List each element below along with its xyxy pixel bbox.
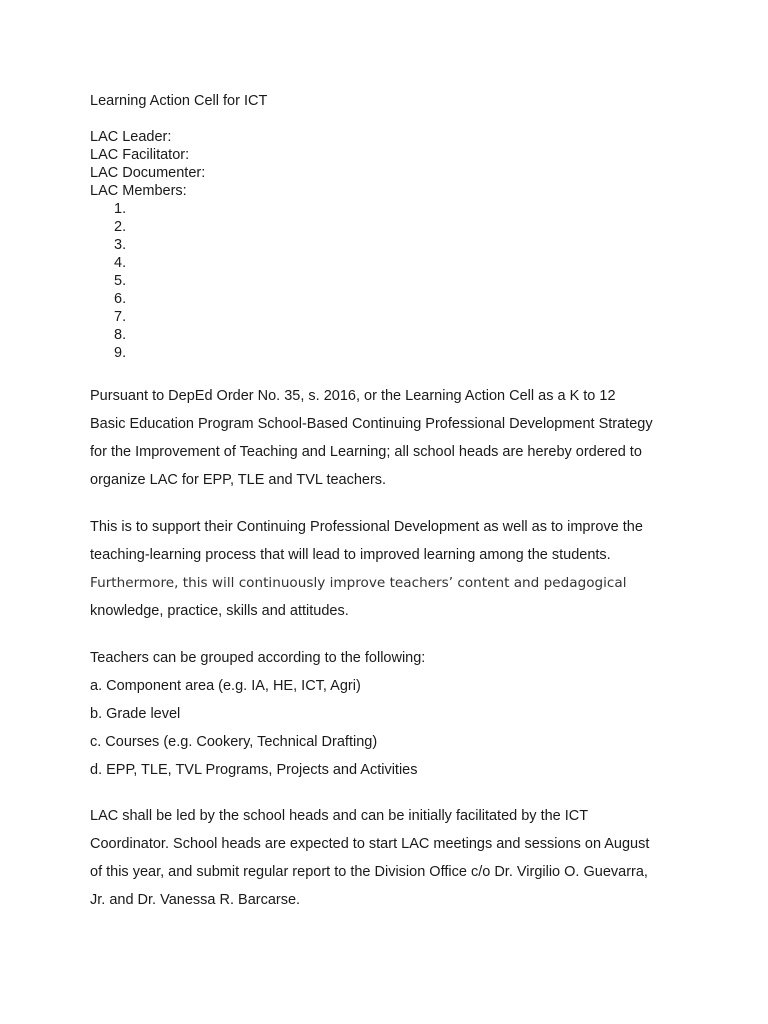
paragraph-line: for the Improvement of Teaching and Learning; all school heads are hereby ordered to	[90, 444, 642, 460]
paragraph-line: Pursuant to DepEd Order No. 35, s. 2016, or the Learning Action Cell as a K to 12	[90, 388, 616, 404]
member-item: 9.	[114, 345, 127, 361]
grouping-item: c. Courses (e.g. Cookery, Technical Drafting)	[90, 734, 378, 750]
grouping-item: a. Component area (e.g. IA, HE, ICT, Agri)	[90, 678, 361, 694]
member-item: 2.	[114, 219, 127, 235]
member-item: 6.	[114, 291, 127, 307]
paragraph-line: Jr. and Dr. Vanessa R. Barcarse.	[90, 892, 301, 908]
member-item: 1.	[114, 201, 127, 217]
paragraph-line: Coordinator. School heads are expected to start LAC meetings and sessions on August	[90, 836, 650, 852]
paragraph-line: knowledge, practice, skills and attitudes.	[90, 603, 349, 619]
grouping-item: d. EPP, TLE, TVL Programs, Projects and Activities	[90, 762, 418, 778]
paragraph-purpose	[90, 513, 690, 625]
paragraph-line: of this year, and submit regular report to the Division Office c/o Dr. Virgilio O. Guevarra,	[90, 864, 648, 880]
member-item: 3.	[114, 237, 127, 253]
paragraph-grouping	[90, 644, 690, 784]
paragraph-deped-order	[90, 382, 690, 494]
document-title: Learning Action Cell for ICT	[90, 93, 268, 109]
paragraph-line: Basic Education Program School-Based Continuing Professional Development Strategy	[90, 416, 653, 432]
member-list	[114, 200, 126, 362]
paragraph-line: organize LAC for EPP, TLE and TVL teachers.	[90, 472, 387, 488]
role-documenter: LAC Documenter:	[90, 165, 206, 181]
member-item: 8.	[114, 327, 127, 343]
paragraph-line: teaching-learning process that will lead to improved learning among the students.	[90, 547, 611, 563]
paragraph-line: Teachers can be grouped according to the following:	[90, 650, 426, 666]
grouping-item: b. Grade level	[90, 706, 181, 722]
member-item: 5.	[114, 273, 127, 289]
paragraph-leadership	[90, 802, 690, 914]
lac-roles	[90, 128, 205, 200]
role-members: LAC Members:	[90, 183, 187, 199]
member-item: 4.	[114, 255, 127, 271]
paragraph-line: This is to support their Continuing Professional Development as well as to improve the	[90, 519, 643, 535]
paragraph-line: LAC shall be led by the school heads and can be initially facilitated by the ICT	[90, 808, 589, 824]
paragraph-line: Furthermore, this will continuously improve teachers’ content and pedagogical	[90, 575, 627, 591]
role-leader: LAC Leader:	[90, 129, 172, 145]
member-item: 7.	[114, 309, 127, 325]
role-facilitator: LAC Facilitator:	[90, 147, 190, 163]
